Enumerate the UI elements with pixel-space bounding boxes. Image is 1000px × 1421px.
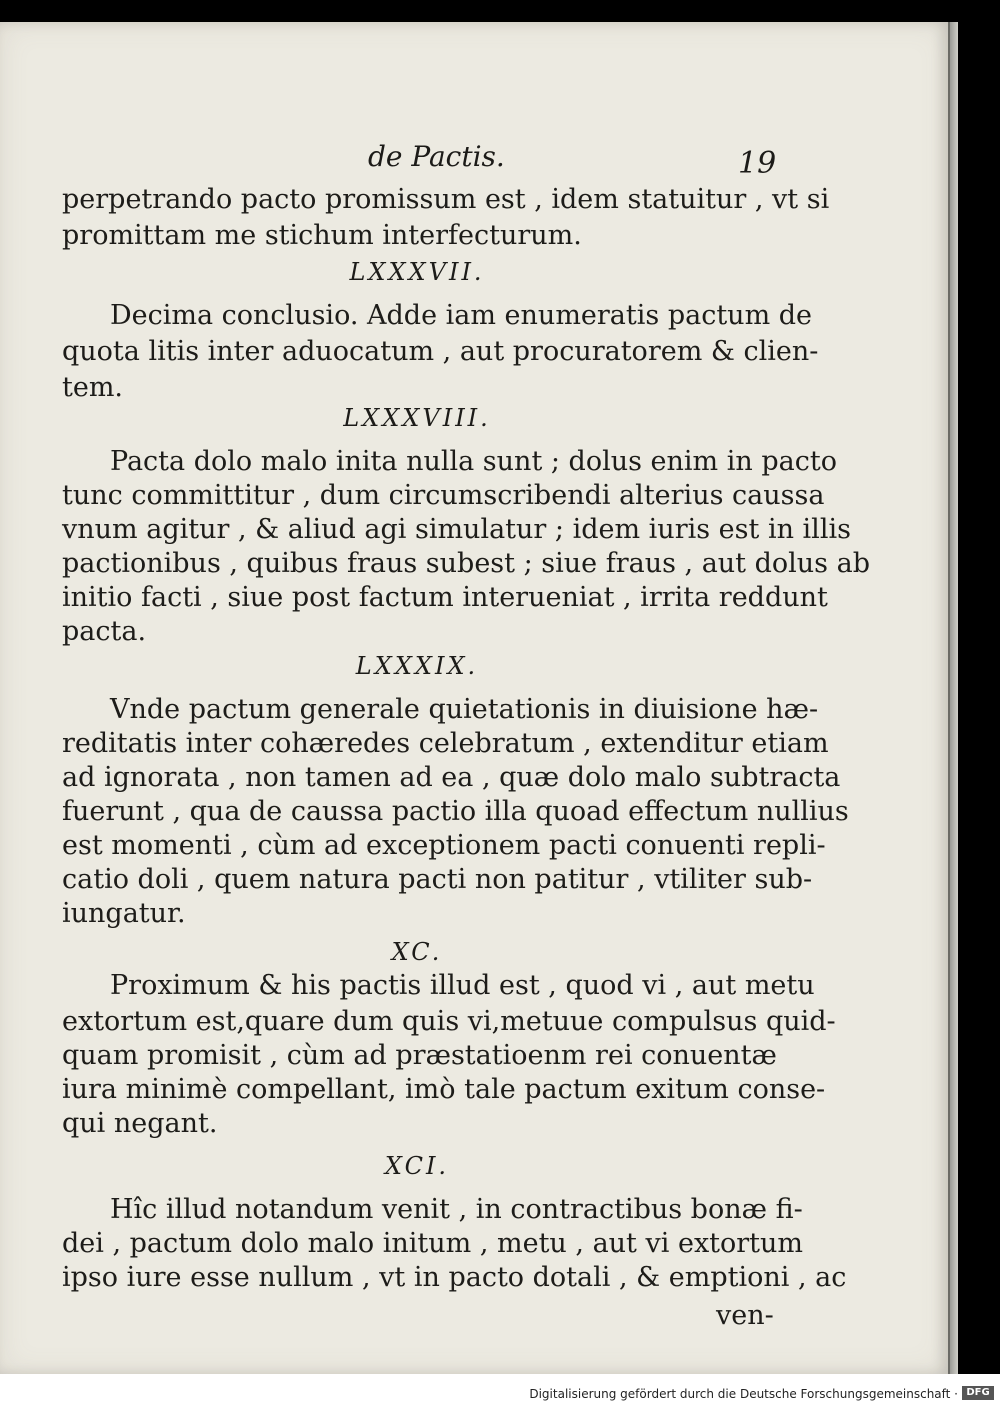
section-heading: XC. — [391, 938, 443, 966]
text-line: Pacta dolo malo inita nulla sunt ; dolus enim in pacto — [110, 446, 837, 477]
text-line: Hîc illud notandum venit , in contractibus bonæ fi- — [110, 1194, 803, 1225]
text-line: iura minimè compellant, imò tale pactum exitum conse- — [62, 1074, 826, 1105]
running-head: de Pactis. — [368, 140, 505, 173]
section-heading: LXXXVII. — [349, 258, 485, 286]
footer-credit: Digitalisierung gefördert durch die Deutsche Forschungsgemeinschaft · — [529, 1387, 958, 1401]
section-heading: LXXXVIII. — [343, 404, 491, 432]
text-line: quota litis inter aduocatum , aut procuratorem & clien- — [62, 336, 819, 367]
page-edge — [950, 22, 958, 1374]
section-heading: XCI. — [384, 1152, 450, 1180]
text-line: quam promisit , cùm ad præstatioenm rei conuentæ — [62, 1040, 777, 1071]
text-line: dei , pactum dolo malo initum , metu , aut vi extortum — [62, 1228, 804, 1259]
text-line: pactionibus , quibus fraus subest ; siue fraus , aut dolus ab — [62, 548, 870, 579]
text-line: catio doli , quem natura pacti non patitur , vtiliter sub- — [62, 864, 813, 895]
text-line: fuerunt , qua de caussa pactio illa quoad effectum nullius — [62, 796, 849, 827]
text-line: Proximum & his pactis illud est , quod vi , aut metu — [110, 970, 815, 1001]
text-line: Vnde pactum generale quietationis in diuisione hæ- — [110, 694, 819, 725]
catchword: ven- — [716, 1300, 774, 1331]
text-line: promittam me stichum interfecturum. — [62, 220, 582, 251]
dfg-logo: DFG — [962, 1386, 994, 1400]
text-line: qui negant. — [62, 1108, 218, 1139]
text-line: reditatis inter cohæredes celebratum , extenditur etiam — [62, 728, 829, 759]
text-line: ad ignorata , non tamen ad ea , quæ dolo malo subtracta — [62, 762, 841, 793]
page-number: 19 — [738, 146, 777, 181]
text-line: est momenti , cùm ad exceptionem pacti conuenti repli- — [62, 830, 826, 861]
text-line: perpetrando pacto promissum est , idem statuitur , vt si — [62, 184, 830, 215]
text-line: Decima conclusio. Adde iam enumeratis pactum de — [110, 300, 813, 331]
text-line: iungatur. — [62, 898, 186, 929]
text-line: tem. — [62, 372, 124, 403]
text-line: vnum agitur , & aliud agi simulatur ; idem iuris est in illis — [62, 514, 851, 545]
text-line: initio facti , siue post factum interueniat , irrita reddunt — [62, 582, 828, 613]
footer-bar — [0, 1374, 1000, 1421]
text-line: ipso iure esse nullum , vt in pacto dotali , & emptioni , ac — [62, 1262, 847, 1293]
text-line: tunc committitur , dum circumscribendi alterius caussa — [62, 480, 825, 511]
text-line: extortum est,quare dum quis vi,metuue compulsus quid- — [62, 1006, 836, 1037]
text-line: pacta. — [62, 616, 147, 647]
section-heading: LXXXIX. — [355, 652, 479, 680]
